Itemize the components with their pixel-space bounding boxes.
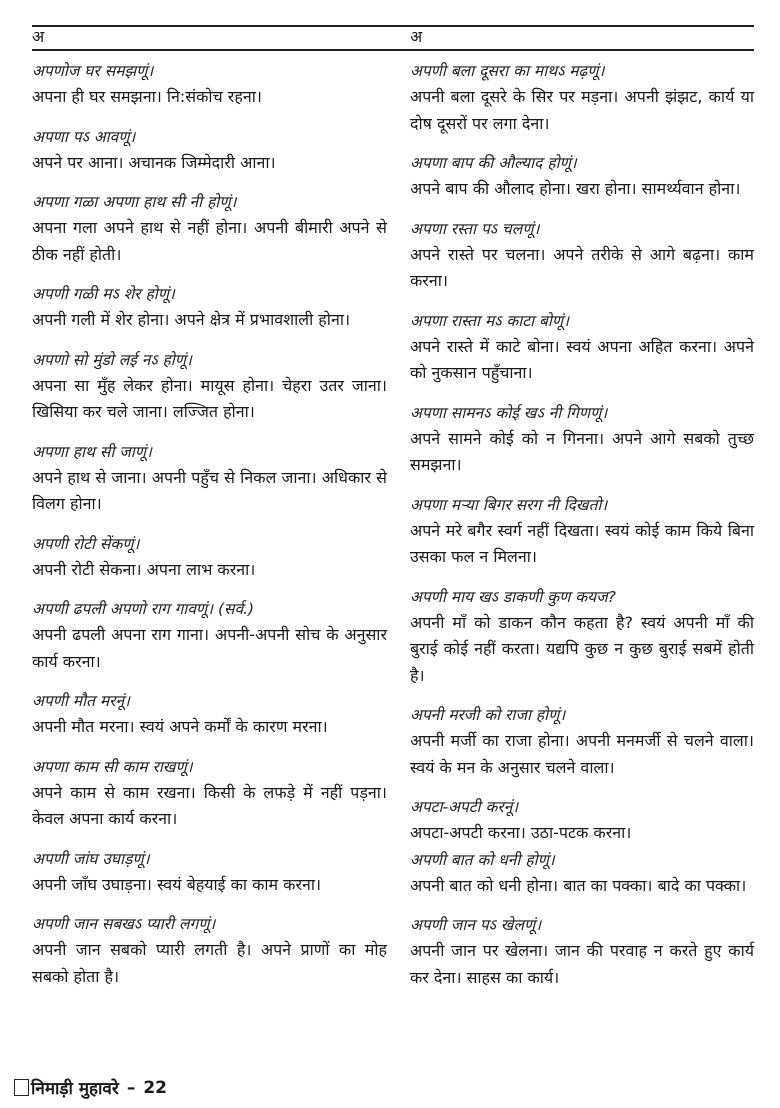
idiom-meaning: अपनी मर्जी का राजा होना। अपनी मनमर्जी से चलने वाला। स्वयं के मन के अनुसार चलने वाला। xyxy=(410,731,754,777)
idiom-entry xyxy=(32,846,387,899)
idiom-meaning: अपना सा मुँह लेकर होना। मायूस होना। चेहरा उतर जाना। खिसिया कर चले जाना। लज्जित होना। xyxy=(32,375,387,421)
idiom-text: अपणी मौत मरनूं। xyxy=(32,692,130,710)
idiom-text: अपणा सामनऽ कोई खऽ नी गिणणूं। xyxy=(410,403,608,422)
book-title: निमाड़ी मुहावरे xyxy=(31,1079,119,1099)
idiom-text: अपणी ढपली अपणो राग गावणूं। (सर्व.) xyxy=(32,600,255,618)
idiom-entry xyxy=(410,794,754,847)
page-footer xyxy=(14,1076,167,1099)
idiom-entry xyxy=(32,688,387,741)
idiom-text: अपणी बला दूसरा का माथऽ मढ़णूं। xyxy=(410,62,605,80)
idiom-entry xyxy=(410,847,754,900)
idiom-text: अपणा मर्‍या बिगर सरग नी दिखतो। xyxy=(410,495,608,514)
idiom-entry xyxy=(32,58,387,111)
idiom-meaning: अपने बाप की औलाद होना। खरा होना। सामर्थ्यवान होना। xyxy=(410,179,741,198)
idiom-text: अपणो सो मुंडो लई नऽ होणूं। xyxy=(32,350,192,369)
idiom-text: अपणा काम सी काम राखणूं। xyxy=(32,757,193,776)
idiom-text: अपनी मरजी को राजा होणूं। xyxy=(410,706,566,724)
idiom-text: अपणा रास्ता मऽ काटा बोणूं। xyxy=(410,311,570,330)
idiom-meaning: अपने हाथ से जाना। अपनी पहुँच से निकल जाना। अधिकार से विलग होना। xyxy=(32,467,387,513)
idiom-text: अपणा रस्ता पऽ चलणूं। xyxy=(410,219,540,238)
idiom-entry xyxy=(410,58,754,137)
idiom-text: अपणी जान सबखऽ प्यारी लगणूं। xyxy=(32,915,216,933)
idiom-text: अपटा-अपटी करनूं। xyxy=(410,798,519,816)
section-letter-right: अ xyxy=(410,27,423,46)
right-column xyxy=(410,58,754,1004)
page-number: 22 xyxy=(143,1077,167,1098)
idiom-meaning: अपने मरे बगैर स्वर्ग नहीं दिखता। स्वयं कोई काम किये बिना उसका फल न मिलना। xyxy=(410,520,754,566)
idiom-meaning: अपनी बात को धनी होना। बात का पक्का। बादे का पक्का। xyxy=(410,875,747,895)
idiom-meaning: अपने काम से काम रखना। किसी के लफड़े में नहीं पड़ना। केवल अपना कार्य करना। xyxy=(32,782,387,828)
idiom-meaning: अपटा-अपटी करना। उठा-पटक करना। xyxy=(410,823,632,842)
idiom-entry xyxy=(32,189,387,268)
idiom-meaning: अपने रास्ते में काटे बोना। स्वयं अपना अहित करना। अपने को नुकसान पहुँचाना। xyxy=(410,336,754,382)
idiom-meaning: अपना गला अपने हाथ से नहीं होना। अपनी बीमारी अपने से ठीक नहीं होती। xyxy=(32,218,387,264)
idiom-entry xyxy=(32,596,387,675)
idiom-entry xyxy=(32,911,387,990)
idiom-text: अपणा पऽ आवणूं। xyxy=(32,127,136,146)
left-column xyxy=(32,58,387,1003)
square-bullet-icon xyxy=(14,1079,29,1096)
idiom-entry xyxy=(410,308,754,387)
idiom-entry xyxy=(410,400,754,479)
idiom-text: अपणी जान पऽ खेलणूं। xyxy=(410,916,542,934)
idiom-text: अपणा हाथ सी जाणूं। xyxy=(32,442,152,461)
idiom-text: अपणा गळा अपणा हाथ सी नी होणूं। xyxy=(32,193,237,211)
section-letter-left: अ xyxy=(32,27,45,46)
idiom-meaning: अपना ही घर समझना। नि:संकोच रहना। xyxy=(32,87,262,106)
idiom-entry xyxy=(32,754,387,833)
idiom-text: अपणोज घर समझणूं। xyxy=(32,62,154,80)
idiom-entry xyxy=(32,439,387,518)
idiom-entry xyxy=(410,216,754,295)
idiom-entry xyxy=(32,124,387,177)
idiom-entry xyxy=(32,347,387,426)
header-bottom-rule xyxy=(32,49,754,51)
idiom-meaning: अपने पर आना। अचानक जिम्मेदारी आना। xyxy=(32,152,276,172)
idiom-meaning: अपने सामने कोई को न गिनना। अपने आगे सबको तुच्छ समझना। xyxy=(410,428,754,474)
idiom-entry xyxy=(410,492,754,571)
idiom-text: अपणी गळी मऽ शेर होणूं। xyxy=(32,285,175,303)
header-top-rule xyxy=(32,25,754,27)
idiom-text: अपणी बात को धनी होणूं। xyxy=(410,850,555,869)
idiom-meaning: अपनी मौत मरना। स्वयं अपने कर्मों के कारण मरना। xyxy=(32,717,328,736)
idiom-meaning: अपनी रोटी सेकना। अपना लाभ करना। xyxy=(32,559,256,579)
idiom-meaning: अपने रास्ते पर चलना। अपने तरीके से आगे बढ़ना। काम करना। xyxy=(410,244,754,290)
idiom-meaning: अपनी जान पर खेलना। जान की परवाह न करते हुए कार्य कर देना। साहस का कार्य। xyxy=(410,941,754,987)
idiom-meaning: अपनी माँ को डाकन कौन कहता है? स्वयं अपनी माँ की बुराई कोई नहीं करता। यद्यपि कुछ न कुछ बुराई सबमें होती है। xyxy=(410,612,754,685)
footer-separator: – xyxy=(126,1077,136,1098)
idiom-meaning: अपनी ढपली अपना राग गाना। अपनी-अपनी सोच के अनुसार कार्य करना। xyxy=(32,625,387,671)
idiom-text: अपणी माय खऽ डाकणी कुण कयज? xyxy=(410,587,616,606)
idiom-meaning: अपनी बला दूसरे के सिर पर मड़ना। अपनी झंझट, कार्य या दोष दूसरों पर लगा देना। xyxy=(410,87,754,133)
idiom-meaning: अपनी जान सबको प्यारी लगती है। अपने प्राणों का मोह सबको होता है। xyxy=(32,940,387,986)
idiom-meaning: अपनी जाँघ उघाड़ना। स्वयं बेहयाई का काम करना। xyxy=(32,874,322,894)
idiom-entry xyxy=(32,531,387,584)
idiom-entry xyxy=(410,912,754,991)
idiom-entry xyxy=(410,584,754,690)
idiom-entry xyxy=(32,281,387,334)
idiom-text: अपणा बाप की औल्याद होणूं। xyxy=(410,154,577,172)
idiom-text: अपणी रोटी सेंकणूं। xyxy=(32,534,140,553)
idiom-text: अपणी जांघ उघाड़णूं। xyxy=(32,849,150,868)
idiom-meaning: अपनी गली में शेर होना। अपने क्षेत्र में प्रभावशाली होना। xyxy=(32,310,351,329)
idiom-entry xyxy=(410,150,754,203)
idiom-entry xyxy=(410,702,754,781)
